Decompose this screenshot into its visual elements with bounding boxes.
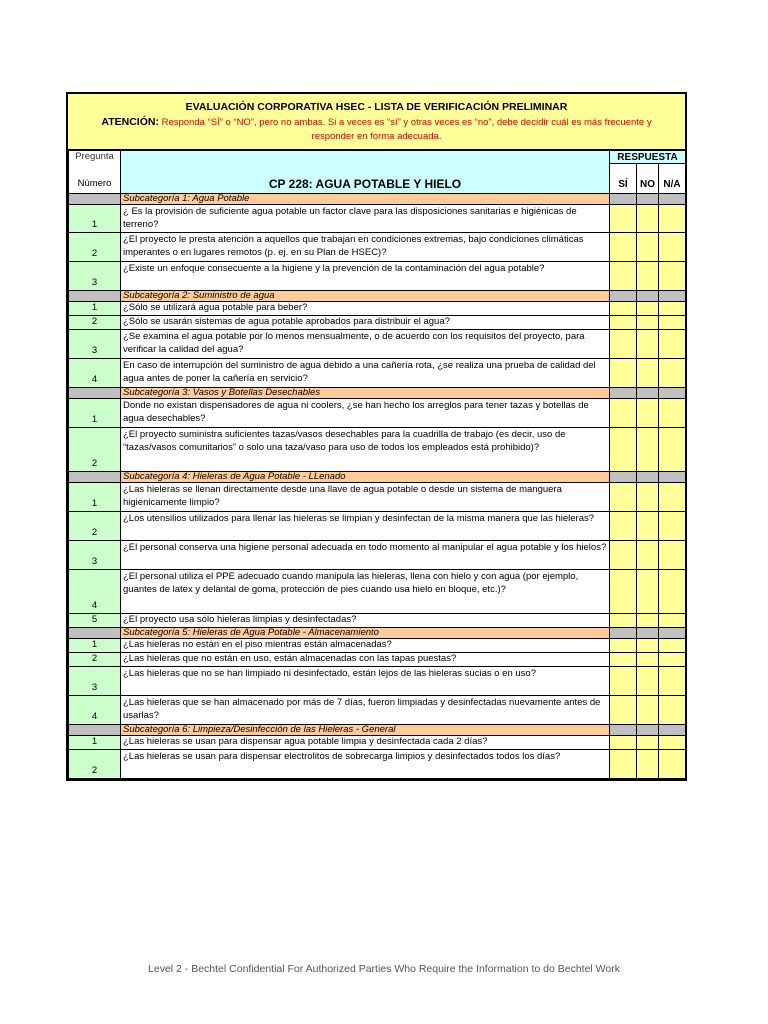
question-number: 1 bbox=[69, 205, 121, 233]
question-row bbox=[69, 302, 686, 316]
answer-na-cell[interactable] bbox=[659, 302, 686, 316]
numero-label: Número bbox=[77, 178, 112, 189]
question-row bbox=[69, 614, 686, 628]
answer-gray-na bbox=[659, 291, 686, 302]
answer-no-cell[interactable] bbox=[637, 614, 659, 628]
answer-si-cell[interactable] bbox=[610, 541, 637, 570]
question-text: ¿Las hieleras que no se han limpiado ni desinfectado, están lejos de las hieleras sucias o en uso? bbox=[121, 667, 610, 696]
answer-no-cell[interactable] bbox=[637, 302, 659, 316]
answer-si-cell[interactable] bbox=[610, 359, 637, 388]
attention-label: ATENCIÓN: bbox=[101, 116, 159, 128]
subcategory-label: Subcategoría 3: Vasos y Botellas Desechables bbox=[121, 388, 610, 399]
answer-na-cell[interactable] bbox=[659, 359, 686, 388]
question-number: 2 bbox=[69, 750, 121, 779]
checklist-rows bbox=[69, 194, 686, 779]
question-row bbox=[69, 570, 686, 614]
answer-no-cell[interactable] bbox=[637, 262, 659, 291]
question-number: 2 bbox=[69, 316, 121, 330]
question-text: ¿Sólo se usarán sistemas de agua potable aprobados para distribuir el agua? bbox=[121, 316, 610, 330]
answer-na-cell[interactable] bbox=[659, 262, 686, 291]
subcategory-label: Subcategoría 1: Agua Potable bbox=[121, 194, 610, 205]
answer-gray-no bbox=[637, 628, 659, 639]
answer-gray-si bbox=[610, 472, 637, 483]
subcategory-gutter bbox=[69, 628, 121, 639]
pregunta-label: Pregunta bbox=[75, 151, 114, 162]
answer-gray-no bbox=[637, 291, 659, 302]
question-row bbox=[69, 696, 686, 725]
question-number: 4 bbox=[69, 359, 121, 388]
answer-gray-na bbox=[659, 388, 686, 399]
answer-no-cell[interactable] bbox=[637, 667, 659, 696]
answer-si-cell[interactable] bbox=[610, 330, 637, 359]
respuesta-header: RESPUESTA bbox=[610, 151, 686, 164]
question-number: 1 bbox=[69, 483, 121, 512]
question-text: ¿El personal conserva una higiene personal adecuada en todo momento al manipular el agua potable y los hielos? bbox=[121, 541, 610, 570]
answer-gray-no bbox=[637, 194, 659, 205]
question-number: 3 bbox=[69, 262, 121, 291]
answer-na-cell[interactable] bbox=[659, 399, 686, 428]
answer-si-cell[interactable] bbox=[610, 483, 637, 512]
answer-gray-si bbox=[610, 725, 637, 736]
question-text: ¿Sólo se utilizará agua potable para beber? bbox=[121, 302, 610, 316]
answer-na-cell[interactable] bbox=[659, 570, 686, 614]
answer-gray-si bbox=[610, 291, 637, 302]
answer-na-cell[interactable] bbox=[659, 316, 686, 330]
answer-gray-no bbox=[637, 388, 659, 399]
question-text: ¿El proyecto usa sólo hieleras limpias y desinfectadas? bbox=[121, 614, 610, 628]
si-header: SÍ bbox=[610, 164, 637, 194]
answer-no-cell[interactable] bbox=[637, 541, 659, 570]
answer-na-cell[interactable] bbox=[659, 512, 686, 541]
answer-si-cell[interactable] bbox=[610, 750, 637, 779]
answer-no-cell[interactable] bbox=[637, 428, 659, 472]
subcategory-row bbox=[69, 194, 686, 205]
answer-na-cell[interactable] bbox=[659, 750, 686, 779]
answer-gray-na bbox=[659, 194, 686, 205]
question-text: ¿Las hieleras que no están en uso, están almacenadas con las tapas puestas? bbox=[121, 653, 610, 667]
answer-si-cell[interactable] bbox=[610, 736, 637, 750]
question-text: ¿Las hieleras que se han almacenado por más de 7 días, fueron limpiadas y desinfectadas nuevamente antes de usarlas? bbox=[121, 696, 610, 725]
question-text: ¿El proyecto le presta atención a aquellos que trabajan en condiciones extremas, bajo condiciones climáticas imperantes o en lugares remotos (p. ej. en su Plan de HSEC)? bbox=[121, 233, 610, 262]
answer-gray-na bbox=[659, 725, 686, 736]
question-text: ¿Existe un enfoque consecuente a la higiene y la prevención de la contaminación del agua potable? bbox=[121, 262, 610, 291]
question-number: 3 bbox=[69, 330, 121, 359]
answer-gray-na bbox=[659, 628, 686, 639]
subcategory-label: Subcategoría 6: Limpieza/Desinfección de las Hieleras - General bbox=[121, 725, 610, 736]
question-text: Donde no existan dispensadores de agua ni coolers, ¿se han hecho los arreglos para tener tazas y botellas de agua desechables? bbox=[121, 399, 610, 428]
answer-na-cell[interactable] bbox=[659, 330, 686, 359]
question-number-header bbox=[69, 151, 121, 194]
answer-si-cell[interactable] bbox=[610, 233, 637, 262]
question-text: En caso de interrupción del suministro de agua debido a una cañería rota, ¿se realiza una prueba de calidad del agua antes de poner la cañería en servicio? bbox=[121, 359, 610, 388]
question-number: 3 bbox=[69, 541, 121, 570]
question-number: 1 bbox=[69, 639, 121, 653]
question-number: 1 bbox=[69, 399, 121, 428]
answer-na-cell[interactable] bbox=[659, 483, 686, 512]
answer-na-cell[interactable] bbox=[659, 736, 686, 750]
question-number: 3 bbox=[69, 667, 121, 696]
question-row bbox=[69, 667, 686, 696]
sheet-header bbox=[68, 94, 685, 150]
answer-no-cell[interactable] bbox=[637, 570, 659, 614]
answer-gray-no bbox=[637, 725, 659, 736]
answer-na-cell[interactable] bbox=[659, 428, 686, 472]
question-number: 2 bbox=[69, 653, 121, 667]
question-row bbox=[69, 750, 686, 779]
answer-si-cell[interactable] bbox=[610, 667, 637, 696]
question-row bbox=[69, 512, 686, 541]
subcategory-gutter bbox=[69, 725, 121, 736]
answer-na-cell[interactable] bbox=[659, 205, 686, 233]
checklist-table bbox=[68, 150, 686, 779]
attention-text-1: Responda “SÍ” o “NO”, pero no ambas. Si a veces es “sí” y otras veces es “no”, debe decidir cuál es más frecuente y bbox=[161, 117, 652, 128]
question-number: 2 bbox=[69, 512, 121, 541]
subcategory-gutter bbox=[69, 472, 121, 483]
question-text: ¿Las hieleras se usan para dispensar agua potable limpia y desinfectada cada 2 días? bbox=[121, 736, 610, 750]
subcategory-row bbox=[69, 725, 686, 736]
subcategory-label: Subcategoría 4: Hieleras de Agua Potable - LLenado bbox=[121, 472, 610, 483]
question-row bbox=[69, 653, 686, 667]
answer-si-cell[interactable] bbox=[610, 302, 637, 316]
subcategory-row bbox=[69, 472, 686, 483]
question-row bbox=[69, 330, 686, 359]
confidentiality-footer: Level 2 - Bechtel Confidential For Authorized Parties Who Require the Information to do Bechtel Work bbox=[148, 963, 620, 975]
answer-na-cell[interactable] bbox=[659, 639, 686, 653]
question-number: 1 bbox=[69, 302, 121, 316]
question-text: ¿Las hieleras se llenan directamente desde una llave de agua potable o desde un sistema de manguera higienicamente limpio? bbox=[121, 483, 610, 512]
answer-si-cell[interactable] bbox=[610, 614, 637, 628]
answer-no-cell[interactable] bbox=[637, 316, 659, 330]
question-row bbox=[69, 205, 686, 233]
answer-no-cell[interactable] bbox=[637, 696, 659, 725]
subcategory-gutter bbox=[69, 388, 121, 399]
answer-si-cell[interactable] bbox=[610, 653, 637, 667]
attention-note bbox=[68, 115, 685, 144]
answer-gray-si bbox=[610, 388, 637, 399]
question-row bbox=[69, 736, 686, 750]
answer-gray-si bbox=[610, 628, 637, 639]
no-header: NO bbox=[637, 164, 659, 194]
answer-no-cell[interactable] bbox=[637, 639, 659, 653]
answer-no-cell[interactable] bbox=[637, 359, 659, 388]
question-number: 2 bbox=[69, 428, 121, 472]
question-number: 2 bbox=[69, 233, 121, 262]
answer-si-cell[interactable] bbox=[610, 428, 637, 472]
question-row bbox=[69, 541, 686, 570]
answer-no-cell[interactable] bbox=[637, 399, 659, 428]
question-row bbox=[69, 359, 686, 388]
subcategory-row bbox=[69, 291, 686, 302]
question-number: 5 bbox=[69, 614, 121, 628]
question-text: ¿El proyecto suministra suficientes tazas/vasos desechables para la cuadrilla de trabajo (es decir, uso de “tazas/vasos comunitarios” o solo una taza/vaso para uso de todos los empleados está prohibido)? bbox=[121, 428, 610, 472]
question-text: ¿Los utensilios utilizados para llenar las hieleras se limpian y desinfectan de la misma manera que las hieleras? bbox=[121, 512, 610, 541]
answer-si-cell[interactable] bbox=[610, 696, 637, 725]
subcategory-row bbox=[69, 628, 686, 639]
answer-no-cell[interactable] bbox=[637, 512, 659, 541]
answer-si-cell[interactable] bbox=[610, 639, 637, 653]
subcategory-row bbox=[69, 388, 686, 399]
subcategory-gutter bbox=[69, 194, 121, 205]
answer-no-cell[interactable] bbox=[637, 233, 659, 262]
question-text: ¿ Es la provisión de suficiente agua potable un factor clave para las disposiciones sanitarias e higiénicas de terreno? bbox=[121, 205, 610, 233]
answer-na-cell[interactable] bbox=[659, 653, 686, 667]
answer-na-cell[interactable] bbox=[659, 233, 686, 262]
answer-na-cell[interactable] bbox=[659, 541, 686, 570]
answer-na-cell[interactable] bbox=[659, 614, 686, 628]
section-title: CP 228: AGUA POTABLE Y HIELO bbox=[121, 151, 610, 194]
attention-text-2: responder en forma adecuada. bbox=[311, 131, 442, 142]
answer-no-cell[interactable] bbox=[637, 750, 659, 779]
answer-si-cell[interactable] bbox=[610, 570, 637, 614]
answer-gray-na bbox=[659, 472, 686, 483]
answer-si-cell[interactable] bbox=[610, 205, 637, 233]
answer-na-cell[interactable] bbox=[659, 667, 686, 696]
answer-no-cell[interactable] bbox=[637, 736, 659, 750]
answer-gray-si bbox=[610, 194, 637, 205]
answer-si-cell[interactable] bbox=[610, 262, 637, 291]
sheet-title: EVALUACIÓN CORPORATIVA HSEC - LISTA DE VERIFICACIÓN PRELIMINAR bbox=[185, 101, 568, 113]
answer-si-cell[interactable] bbox=[610, 512, 637, 541]
answer-no-cell[interactable] bbox=[637, 653, 659, 667]
na-header: N/A bbox=[659, 164, 686, 194]
question-row bbox=[69, 262, 686, 291]
subcategory-label: Subcategoría 5: Hieleras de Agua Potable - Almacenamiento bbox=[121, 628, 610, 639]
subcategory-gutter bbox=[69, 291, 121, 302]
answer-no-cell[interactable] bbox=[637, 330, 659, 359]
answer-no-cell[interactable] bbox=[637, 205, 659, 233]
question-number: 1 bbox=[69, 736, 121, 750]
question-row bbox=[69, 428, 686, 472]
question-text: ¿Se examina el agua potable por lo menos mensualmente, o de acuerdo con los requisitos del proyecto, para verificar la calidad del agua? bbox=[121, 330, 610, 359]
question-text: ¿El personal utiliza el PPE adecuado cuando manipula las hieleras, llena con hielo y con agua (por ejemplo, guantes de latex y delantal de goma, protección de pies cuando usa hielo en bloque, etc.)? bbox=[121, 570, 610, 614]
question-row bbox=[69, 639, 686, 653]
question-number: 4 bbox=[69, 696, 121, 725]
subcategory-label: Subcategoría 2: Suministro de agua bbox=[121, 291, 610, 302]
question-row bbox=[69, 483, 686, 512]
answer-si-cell[interactable] bbox=[610, 399, 637, 428]
question-number: 4 bbox=[69, 570, 121, 614]
question-row bbox=[69, 233, 686, 262]
answer-no-cell[interactable] bbox=[637, 483, 659, 512]
checklist-sheet bbox=[66, 92, 687, 781]
question-text: ¿Las hieleras no están en el piso mientras están almacenadas? bbox=[121, 639, 610, 653]
answer-gray-no bbox=[637, 472, 659, 483]
answer-si-cell[interactable] bbox=[610, 316, 637, 330]
question-text: ¿Las hieleras se usan para dispensar electrolitos de sobrecarga limpios y desinfectados todos los días? bbox=[121, 750, 610, 779]
question-row bbox=[69, 399, 686, 428]
answer-na-cell[interactable] bbox=[659, 696, 686, 725]
question-row bbox=[69, 316, 686, 330]
